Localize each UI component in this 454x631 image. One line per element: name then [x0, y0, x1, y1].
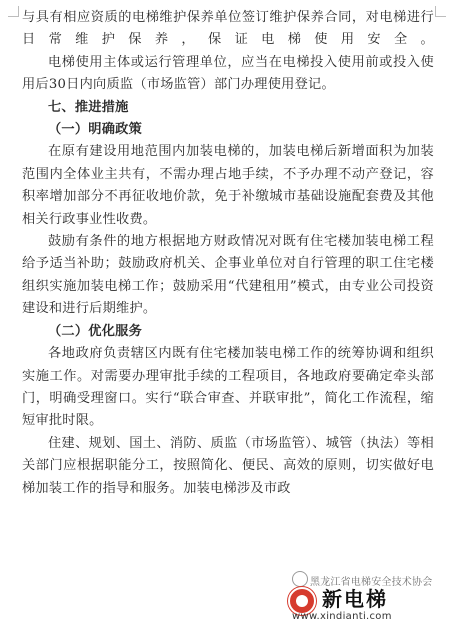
brand-logo-inner: [296, 595, 308, 607]
document-body: [22, 7, 434, 500]
paragraph-3: 在原有建设用地范围内加装电梯的，加装电梯后新增面积为加装范围内全体业主共有，不需办理占地手续，不予办理不动产登记，容积率增加部分不再征收地价款，免于补缴城市基础设施配套费及其他相关行政事业性收费。: [22, 144, 434, 227]
watermark: [288, 573, 448, 627]
paragraph-5: 各地政府负责辖区内既有住宅楼加装电梯工作的统筹协调和组织实施工作。对需要办理审批手续的工程项目，各地政府要确定牵头部门，明确受理窗口。实行“联合审查、并联审批”，简化工作流程，缩短审批时限。: [22, 346, 434, 429]
watermark-brand: 新电梯: [322, 587, 388, 611]
subsection-heading-1: （一）明确政策: [48, 122, 143, 138]
paragraph-6: 住建、规划、国土、消防、质监（市场监管）、城管（执法）等相关部门应根据职能分工，按照简化、便民、高效的原则，切实做好电梯加装工作的指导和服务。加装电梯涉及市政: [22, 435, 434, 496]
paragraph-2: 电梯使用主体或运行管理单位，应当在电梯投入使用前或投入使用后30日内向质监（市场监管）部门办理使用登记。: [22, 54, 434, 93]
crop-mark-top-left: [8, 6, 19, 17]
watermark-url: www.xindianti.com: [292, 611, 392, 622]
watermark-account: 黑龙江省电梯安全技术协会: [310, 577, 433, 588]
paragraph-4: 鼓励有条件的地方根据地方财政情况对既有住宅楼加装电梯工程给予适当补助；鼓励政府机关、企事业单位对自行管理的职工住宅楼组织实施加装电梯工作；鼓励采用“代建租用”模式，由专业公司投资建设和进行后期维护。: [22, 234, 434, 317]
crop-mark-top-right: [435, 6, 446, 17]
section-heading: 七、推进措施: [48, 99, 129, 115]
paragraph-1: 与具有相应资质的电梯维护保养单位签订维护保养合同，对电梯进行日常维护保养，保证电梯使用安全。: [22, 10, 434, 48]
wechat-account-icon: [292, 571, 308, 587]
subsection-heading-2: （二）优化服务: [48, 323, 143, 339]
